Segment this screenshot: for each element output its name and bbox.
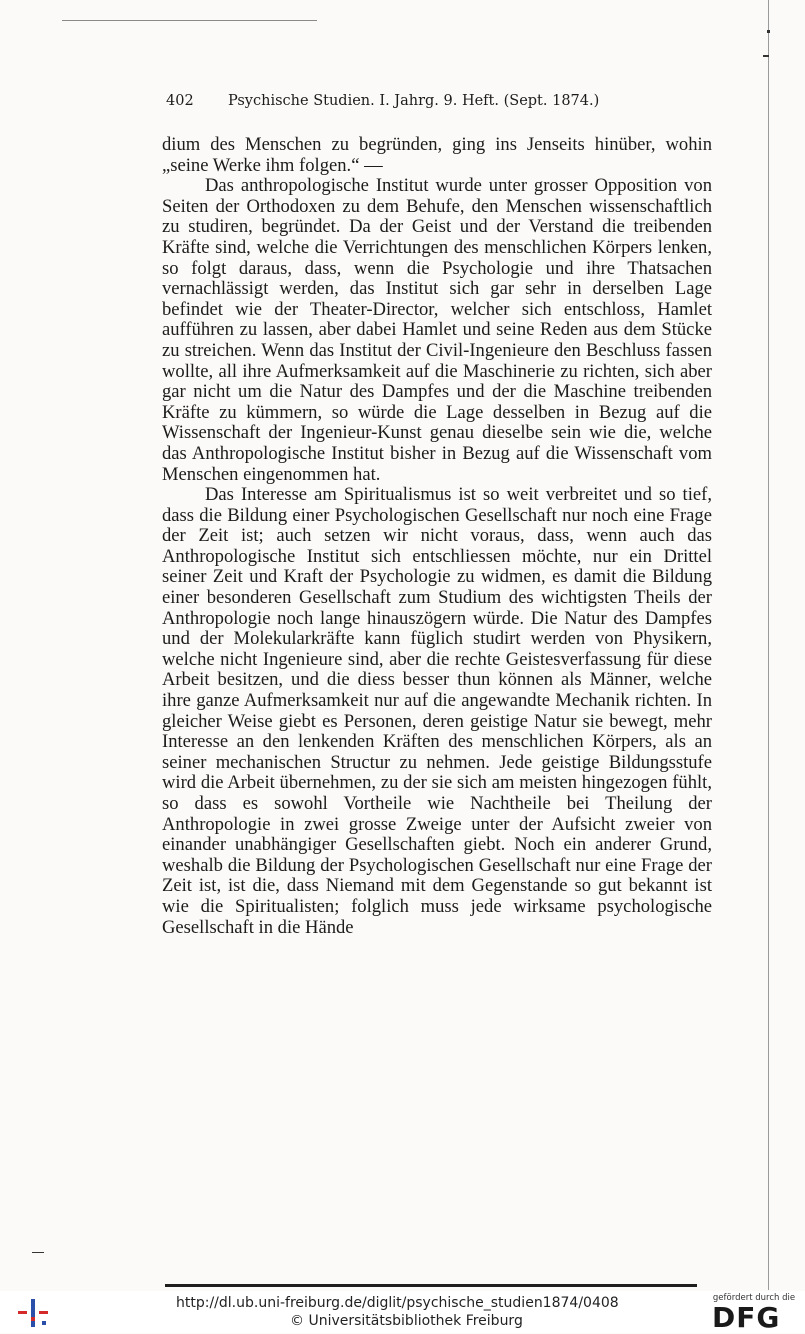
copyright-notice: © Universitätsbibliothek Freiburg: [290, 1313, 523, 1329]
page-body: [162, 135, 712, 938]
source-url-link[interactable]: http://dl.ub.uni-freiburg.de/diglit/psychische_studien1874/0408: [176, 1295, 619, 1311]
running-header: [166, 93, 711, 117]
scan-speck: [763, 55, 769, 57]
running-title: Psychische Studien. I. Jahrg. 9. Heft. (Sept. 1874.): [228, 93, 600, 109]
dfg-wordmark: DFG: [712, 1301, 781, 1334]
scan-edge-rule: [62, 20, 317, 21]
ub-freiburg-logo-icon: [16, 1297, 56, 1329]
bottom-rule: [165, 1284, 697, 1287]
dfg-tagline: gefördert durch die: [712, 1293, 796, 1303]
scan-speck: [767, 30, 770, 33]
paragraph-continuation: dium des Menschen zu begründen, ging ins Jenseits hinüber, wohin „seine Werke ihm folgen.“ —: [162, 134, 712, 176]
footer: [0, 1291, 805, 1333]
dfg-logo: [708, 1293, 800, 1333]
scan-speck: [32, 1252, 44, 1253]
paragraph-anthropological-institute: Das anthropologische Institut wurde unter grosser Opposition von Seiten der Orthodoxen zu dem Behufe, den Menschen wissenschaftlich zu studiren, begründet. Da der Geist und der Verstand die treibenden Kräfte sind, welche die Verrichtungen des menschlichen Körpers lenken, so folgt daraus, dass, wenn die Psychologie und ihre Thatsachen vernachlässigt werden, das Institut sich gar sehr in derselben Lage befindet wie der Theater-Director, welcher sich entschloss, Hamlet aufführen zu lassen, aber dabei Hamlet und seine Reden aus dem Stücke zu streichen. Wenn das Institut der Civil-Ingenieure den Beschluss fassen wollte, all ihre Aufmerksamkeit auf die Maschinerie zu richten, sich aber gar nicht um die Natur des Dampfes und der die Maschine treibenden Kräfte zu kümmern, so würde die Lage desselben in Bezug auf die Wissenschaft der Ingenieur-Kunst genau dieselbe sein wie die, welche das Anthropologische Institut bisher in Bezug auf die Wissenschaft vom Menschen eingenommen hat.: [162, 175, 712, 485]
scan-page-edge: [768, 0, 769, 1290]
page-number: 402: [166, 93, 194, 109]
paragraph-spiritualism-interest: Das Interesse am Spiritualismus ist so weit verbreitet und so tief, dass die Bildung einer Psychologischen Gesellschaft nur noch eine Frage der Zeit ist; auch setzen wir nicht voraus, dass, wenn auch das Anthropologische Institut sich entschliessen möchte, nur ein Drittel seiner Zeit und Kraft der Psychologie zu widmen, es damit die Bildung einer besonderen Gesellschaft zum Studium des wichtigsten Theils der Anthropologie noch lange hinauszögern würde. Die Natur des Dampfes und der Molekularkräfte kann füglich studirt werden von Physikern, welche nicht Ingenieure sind, aber die rechte Geistesverfassung für diese Arbeit besitzen, und die diess besser thun können als Männer, welche ihre ganze Aufmerksamkeit nur auf die angewandte Mechanik richten. In gleicher Weise giebt es Personen, deren geistige Natur sie bewegt, mehr Interesse an den lenkenden Kräften des menschlichen Körpers, als an seiner mechanischen Structur zu nehmen. Jede geistige Bildungsstufe wird die Arbeit übernehmen, zu der sie sich am meisten hingezogen fühlt, so dass es sowohl Vortheile wie Nachtheile bei Theilung der Anthropologie in zwei grosse Zweige unter der Aufsicht zweier von einander unabhängiger Gesellschaften giebt. Noch ein anderer Grund, weshalb die Bildung der Psychologischen Gesellschaft nur eine Frage der Zeit ist, ist die, dass Niemand mit dem Gegenstande so gut bekannt ist wie die Spiritualisten; folglich muss jede wirksame psychologische Gesellschaft in die Hände: [162, 484, 712, 938]
